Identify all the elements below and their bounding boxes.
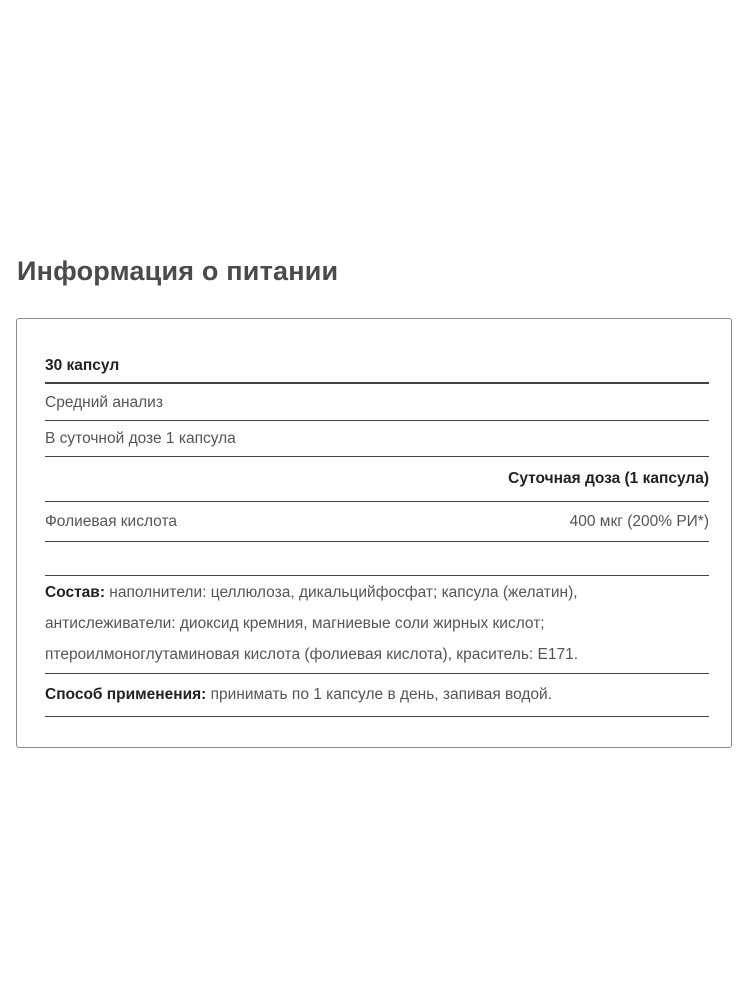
divider — [45, 382, 709, 384]
analysis-label: Средний анализ — [45, 394, 163, 411]
serving-label: В суточной дозе 1 капсула — [45, 430, 236, 447]
composition-label: Состав: — [45, 584, 105, 601]
usage-paragraph — [45, 679, 709, 710]
usage-text: принимать по 1 капсуле в день, запивая водой. — [206, 686, 553, 703]
nutrient-name: Фолиевая кислота — [45, 513, 177, 530]
composition-paragraph — [45, 577, 709, 670]
divider — [45, 501, 709, 502]
nutrition-table — [16, 318, 732, 748]
nutrient-row — [45, 512, 709, 532]
divider — [45, 673, 709, 674]
composition-text: наполнители: целлюлоза, дикальцийфосфат; капсула (желатин), антислеживатели: диоксид кремния, магниевые соли жирных кислот; птероилмоноглутаминовая кислота (фолиевая кислота), краситель: Е171. — [45, 584, 579, 663]
dose-header: Суточная доза (1 капсула) — [508, 470, 709, 487]
page-title: Информация о питании — [17, 256, 339, 286]
divider — [45, 541, 709, 542]
nutrient-value: 400 мкг (200% РИ*) — [569, 513, 709, 530]
usage-label: Способ применения: — [45, 686, 207, 703]
divider — [45, 575, 709, 576]
divider — [45, 456, 709, 457]
divider — [45, 420, 709, 421]
divider — [45, 716, 709, 717]
package-size: 30 капсул — [45, 357, 120, 374]
